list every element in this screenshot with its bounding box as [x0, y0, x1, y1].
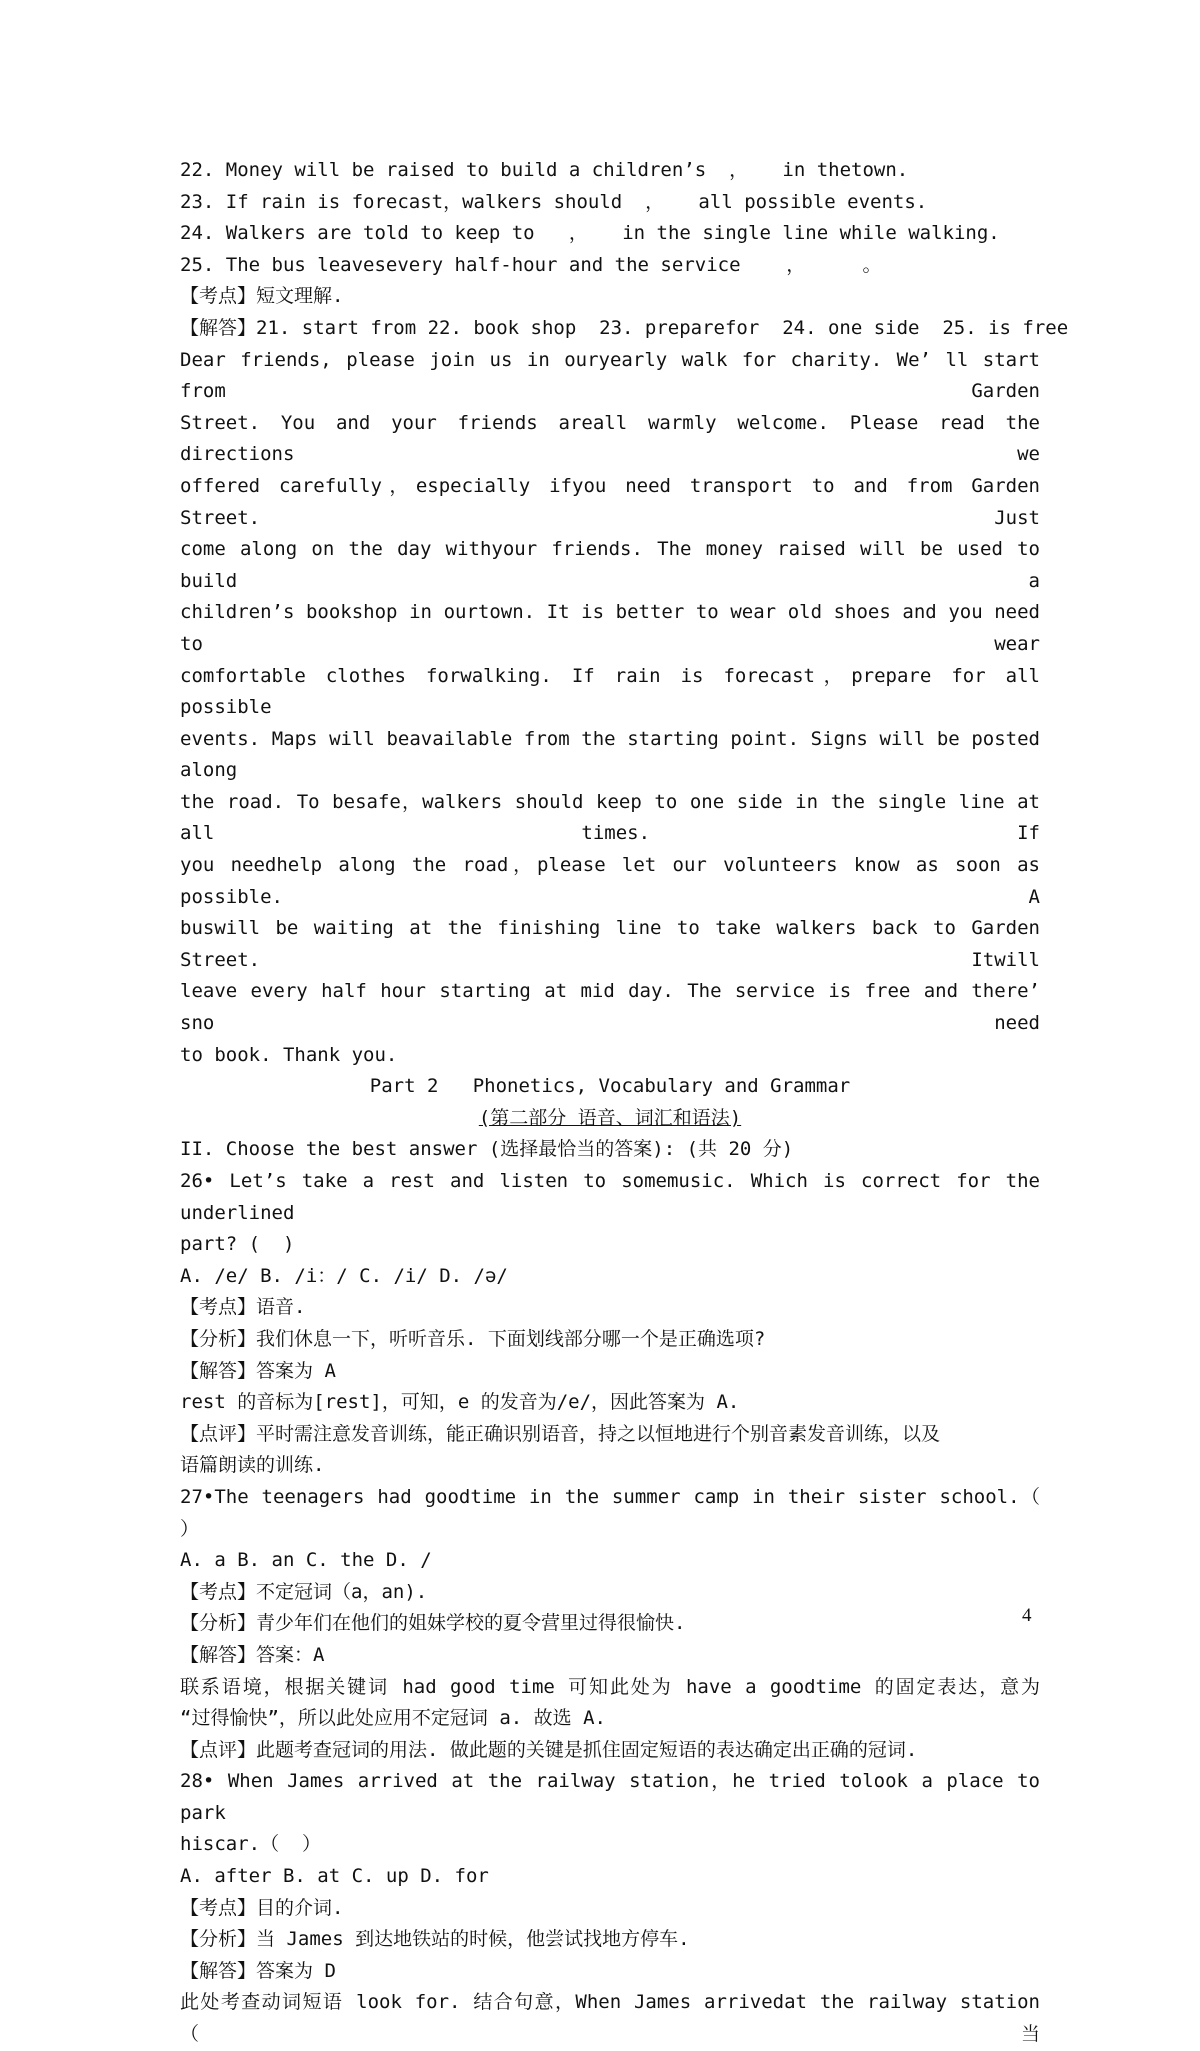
- question-28-cont: hiscar.（ ）: [180, 1833, 321, 1856]
- line-q24: 24. Walkers are told to keep to ， in the single line while walking.: [180, 222, 1000, 245]
- q26-fenxi: 【分析】我们休息一下，听听音乐. 下面划线部分哪一个是正确选项?: [180, 1327, 766, 1350]
- passage-line: to book. Thank you.: [180, 1043, 398, 1066]
- question-26-cont: part? ( ): [180, 1233, 295, 1256]
- passage-line: you needhelp along the road，please let our volunteers know as soon as possible. A: [180, 854, 1040, 908]
- question-28: 28• When James arrived at the railway station，he tried tolook a place to park: [180, 1770, 1040, 1824]
- q27-dianping: 【点评】此题考查冠词的用法. 做此题的关键是抓住固定短语的表达确定出正确的冠词.: [180, 1738, 918, 1761]
- line-kaodian: 【考点】短文理解.: [180, 285, 344, 308]
- q27-jieda: 【解答】答案：A: [180, 1643, 325, 1666]
- document-body: [180, 155, 1069, 2051]
- line-q25: 25. The bus leavesevery half-hour and the service ， 。: [180, 253, 882, 276]
- q26-dianping: 【点评】平时需注意发音训练，能正确识别语音，持之以恒地进行个别音素发音训练，以及: [180, 1422, 941, 1445]
- q27-fenxi: 【分析】青少年们在他们的姐妹学校的夏令营里过得很愉快.: [180, 1612, 686, 1635]
- question-27: 27•The teenagers had goodtime in the summer camp in their sister school.（ ）: [180, 1485, 1040, 1540]
- q27-explanation: 联系语境，根据关键词 had good time 可知此处为 have a goodtime 的固定表达，意为: [180, 1675, 1040, 1698]
- question-27-options: A. a B. an C. the D. /: [180, 1549, 432, 1572]
- q27-kaodian: 【考点】不定冠词（a，an).: [180, 1580, 428, 1603]
- question-26-options: A. /e/ B. /i：/ C. /i/ D. /ə/: [180, 1264, 508, 1287]
- passage-line: events. Maps will beavailable from the starting point. Signs will be posted along: [180, 727, 1040, 782]
- line-q22: 22. Money will be raised to build a children’s ， in thetown.: [180, 159, 909, 181]
- q28-explanation: 此处考查动词短语 look for. 结合句意，When James arrivedat the railway station（当: [180, 1991, 1040, 2046]
- q28-fenxi: 【分析】当 James 到达地铁站的时候，他尝试找地方停车.: [180, 1928, 690, 1951]
- passage-line: offered carefully，especially ifyou need transport to and from Garden Street. Just: [180, 474, 1040, 529]
- page-number: 4: [1022, 1605, 1032, 1626]
- q28-kaodian: 【考点】目的介词.: [180, 1896, 344, 1919]
- passage-line: Dear friends, please join us in ouryearly walk for charity. We’ ll start from Garden: [180, 348, 1040, 403]
- part2-subheading: (第二部分 语音、词汇和语法): [478, 1106, 742, 1129]
- question-26: 26• Let’s take a rest and listen to somemusic. Which is correct for the underlined: [180, 1170, 1040, 1224]
- part2-heading: Part 2 Phonetics, Vocabulary and Grammar: [369, 1075, 851, 1098]
- passage-line: leave every half hour starting at mid day. The service is free and there’ sno need: [180, 980, 1040, 1035]
- section-ii-instruction: II. Choose the best answer (选择最恰当的答案): (共 20 分): [180, 1138, 794, 1161]
- question-28-options: A. after B. at C. up D. for: [180, 1865, 489, 1888]
- line-answer: 【解答】21. start from 22. book shop 23. preparefor 24. one side 25. is free: [180, 316, 1069, 339]
- q28-jieda: 【解答】答案为 D: [180, 1959, 336, 1982]
- passage-line: the road. To besafe，walkers should keep to one side in the single line at all times. If: [180, 790, 1040, 845]
- passage-line: comfortable clothes forwalking. If rain is forecast，prepare for all possible: [180, 664, 1040, 719]
- q26-dianping-cont: 语篇朗读的训练.: [180, 1454, 325, 1477]
- q26-jieda: 【解答】答案为 A: [180, 1359, 336, 1382]
- q26-explanation: rest 的音标为[rest]，可知，e 的发音为/e/，因此答案为 A.: [180, 1391, 740, 1414]
- passage-line: children’s bookshop in ourtown. It is better to wear old shoes and you need to wear: [180, 601, 1040, 655]
- passage-line: Street. You and your friends areall warmly welcome. Please read the directions we: [180, 411, 1040, 466]
- q26-kaodian: 【考点】语音.: [180, 1296, 306, 1319]
- q27-explanation-cont: “过得愉快”，所以此处应用不定冠词 a. 故选 A.: [180, 1707, 606, 1730]
- passage-line: buswill be waiting at the finishing line to take walkers back to Garden Street. Itwill: [180, 917, 1040, 971]
- passage-line: come along on the day withyour friends. The money raised will be used to build a: [180, 538, 1040, 592]
- line-q23: 23. If rain is forecast，walkers should ， all possible events.: [180, 190, 928, 213]
